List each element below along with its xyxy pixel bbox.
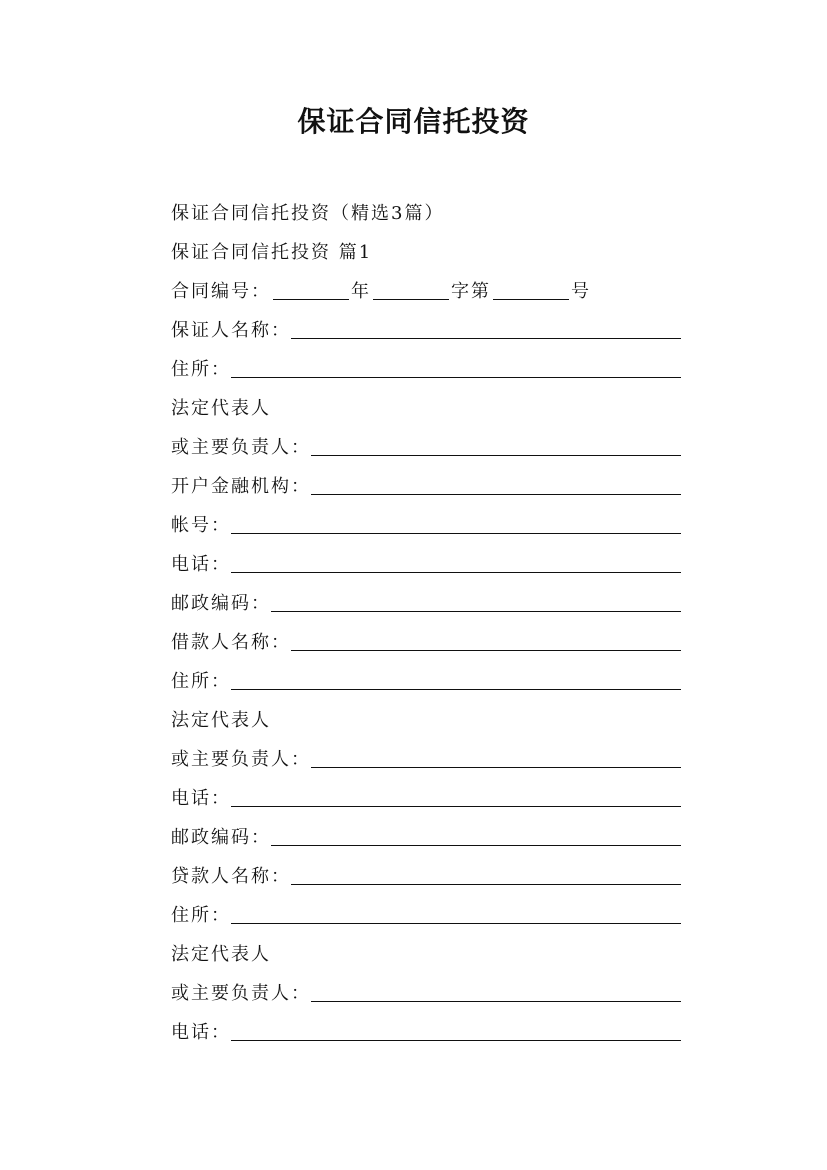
form-field-label: 电话：	[171, 1022, 231, 1043]
form-field-label: 电话：	[171, 788, 231, 809]
form-field-label: 贷款人名称：	[171, 866, 291, 887]
contract-number-line	[171, 270, 681, 309]
form-field-label: 帐号：	[171, 515, 231, 536]
form-field-line	[171, 660, 681, 699]
form-field-line	[171, 543, 681, 582]
contract-no-blank[interactable]	[493, 298, 569, 300]
form-field-line	[171, 621, 681, 660]
contract-year-label: 年	[351, 281, 371, 302]
form-field-blank[interactable]	[291, 649, 681, 651]
form-field-line	[171, 309, 681, 348]
form-field-blank[interactable]	[271, 844, 681, 846]
form-field-line	[171, 387, 681, 426]
form-field-blank[interactable]	[311, 766, 681, 768]
form-field-line	[171, 894, 681, 933]
form-field-label: 或主要负责人：	[171, 983, 311, 1004]
form-field-blank[interactable]	[231, 688, 681, 690]
form-field-blank[interactable]	[231, 922, 681, 924]
form-field-label: 邮政编码：	[171, 593, 271, 614]
form-field-blank[interactable]	[291, 883, 681, 885]
form-field-blank[interactable]	[271, 610, 681, 612]
form-field-line	[171, 348, 681, 387]
form-field-blank[interactable]	[311, 493, 681, 495]
form-field-label: 保证人名称：	[171, 320, 291, 341]
form-field-line	[171, 972, 681, 1011]
contract-year-blank[interactable]	[273, 298, 349, 300]
form-field-label: 法定代表人	[171, 710, 271, 731]
form-field-line	[171, 855, 681, 894]
form-field-blank[interactable]	[311, 1000, 681, 1002]
form-field-line	[171, 426, 681, 465]
form-field-label: 电话：	[171, 554, 231, 575]
form-field-line	[171, 504, 681, 543]
form-field-label: 借款人名称：	[171, 632, 291, 653]
document-body	[171, 192, 681, 1050]
form-field-line	[171, 738, 681, 777]
form-field-line	[171, 933, 681, 972]
form-field-line	[171, 699, 681, 738]
form-field-label: 邮政编码：	[171, 827, 271, 848]
subtitle: 保证合同信托投资（精选3篇）	[171, 203, 445, 224]
form-field-blank[interactable]	[231, 532, 681, 534]
form-field-blank[interactable]	[311, 454, 681, 456]
contract-number-label: 合同编号：	[171, 281, 271, 302]
form-field-line	[171, 582, 681, 621]
contract-char-blank[interactable]	[373, 298, 449, 300]
form-field-label: 开户金融机构：	[171, 476, 311, 497]
section-heading: 保证合同信托投资 篇1	[171, 242, 373, 263]
form-field-blank[interactable]	[231, 376, 681, 378]
section-line	[171, 231, 681, 270]
form-field-label: 或主要负责人：	[171, 437, 311, 458]
contract-char-label: 字第	[451, 281, 491, 302]
form-field-blank[interactable]	[231, 571, 681, 573]
form-field-label: 法定代表人	[171, 398, 271, 419]
form-field-line	[171, 1011, 681, 1050]
form-field-blank[interactable]	[231, 805, 681, 807]
form-field-blank[interactable]	[231, 1039, 681, 1041]
subtitle-line	[171, 192, 681, 231]
form-field-line	[171, 777, 681, 816]
document-title: 保证合同信托投资	[297, 105, 530, 138]
form-field-blank[interactable]	[291, 337, 681, 339]
contract-no-label: 号	[571, 281, 591, 302]
form-field-line	[171, 465, 681, 504]
form-field-label: 法定代表人	[171, 944, 271, 965]
form-field-line	[171, 816, 681, 855]
form-field-label: 住所：	[171, 359, 231, 380]
form-field-label: 住所：	[171, 905, 231, 926]
form-field-label: 住所：	[171, 671, 231, 692]
form-field-label: 或主要负责人：	[171, 749, 311, 770]
